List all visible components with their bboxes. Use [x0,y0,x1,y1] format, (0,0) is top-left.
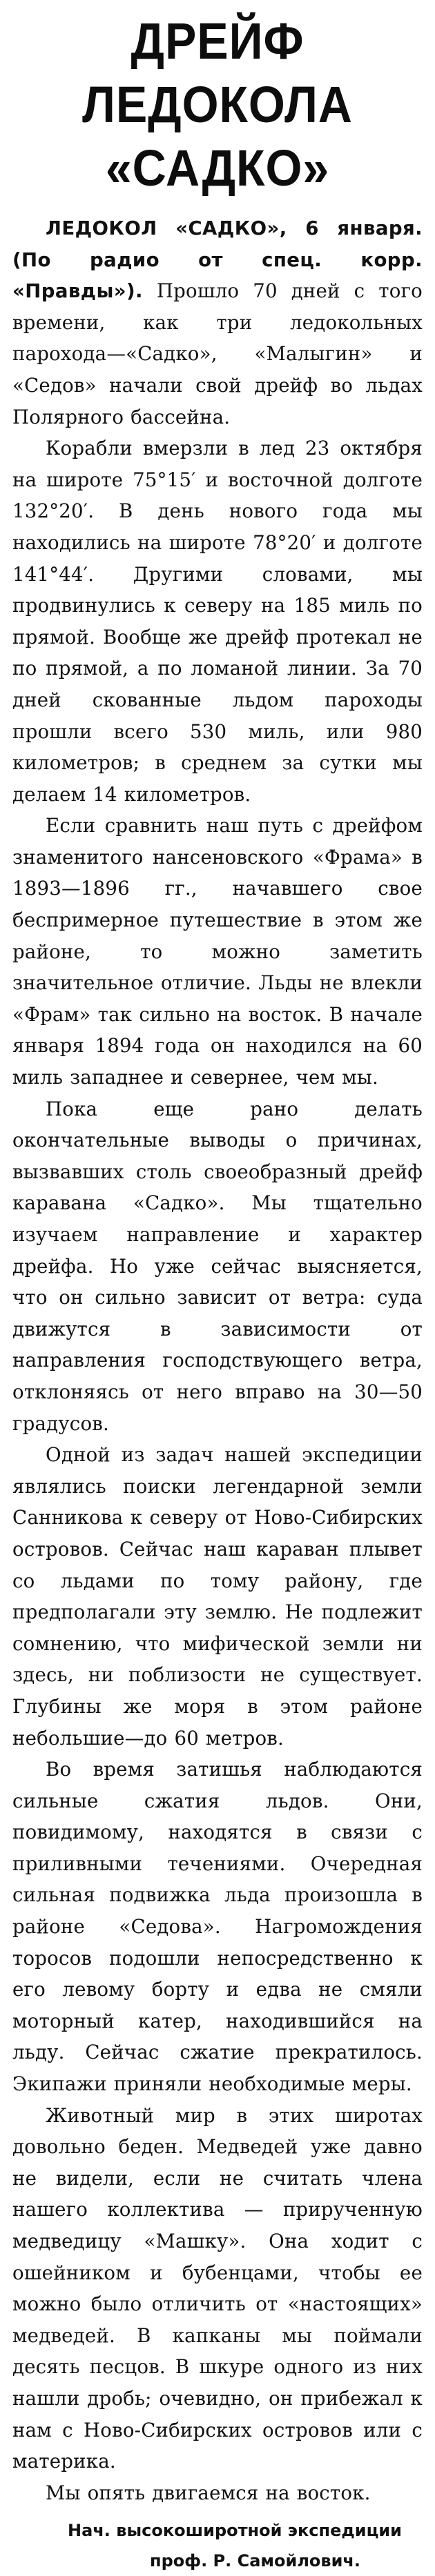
article-paragraph-3: Если сравнить наш путь с дрейфом знаменитого нансеновского «Фрама» в 1893—1896 гг., начавшего свое беспримерное путешествие в этом же районе, то можно заметить значительное отличие. Льды не влекли «Фрам» так сильно на восток. В начале января 1894 года он находился на 60 миль западнее и севернее, чем мы. [12,814,423,1089]
headline [12,10,423,200]
article-paragraph-2: Корабли вмерзли в лед 23 октября на широте 75°15′ и восточной долготе 132°20′. В день нового года мы находились на широте 78°20′ и долготе 141°44′. Другими словами, мы продвинулись к северу на 185 миль по прямой. Вообще же дрейф протекал не по прямой, а по ломаной линии. За 70 дней скованные льдом пароходы прошли всего 530 миль, или 980 километров; в среднем за сутки мы делаем 14 километров. [12,437,423,806]
article-paragraph-7: Животный мир в этих широтах довольно беден. Медведей уже давно не видели, если не считать члена нашего коллектива — прирученную медведицу «Машку». Она ходит с ошейником и бубенцами, чтобы ее можно было отличить от «настоящих» медведей. В капканы мы поймали десять песцов. В шкуре одного из них нашли дробь; очевидно, он прибежал к нам с Ново-Сибирских островов или с материка. [12,2103,423,2473]
headline-line-2: ЛЕДОКОЛА [82,76,353,133]
article-paragraph-8: Мы опять двигаемся на восток. [46,2481,371,2504]
signature [12,2515,423,2576]
article-body [12,212,423,2508]
signature-name: проф. Р. Самойлович. [150,2551,360,2571]
article-paragraph-6: Во время затишья наблюдаются сильные сжатия льдов. Они, повидимому, находятся в связи с приливными течениями. Очередная сильная подвижка льда произошла в районе «Седова». Нагромождения торосов подошли непосредственно к его левому борту и едва не смяли моторный катер, находившийся на льду. Сейчас сжатие прекратилось. Экипажи приняли необходимые меры. [12,1758,423,2096]
dateline: ЛЕДОКОЛ «САДКО», 6 января. (По радио от спец. корр. «Правды»). [12,217,423,303]
article-paragraph-4: Пока еще рано делать окончательные выводы о причинах, вызвавших столь своеобразный дрейф каравана «Садко». Мы тщательно изучаем направление и характер дрейфа. Но уже сейчас выясняется, что он сильно зависит от ветра: суда движутся в зависимости от направления господствующего ветра, отклоняясь от него вправо на 30—50 градусов. [12,1097,423,1435]
signature-title: Нач. высокоширотной экспедиции [68,2521,402,2541]
article-paragraph-1 [12,212,423,433]
headline-line-1: ДРЕЙФ [130,12,304,70]
paragraph-1-text: Прошло 70 дней с того времени, как три ледокольных парохода—«Садко», «Малыгин» и «Седов» начали свой дрейф во льдах Полярного бассейна. [12,279,423,428]
article-paragraph-5: Одной из задач нашей экспедиции являлись поиски легендарной земли Санникова к северу от Ново-Сибирских островов. Сейчас наш караван плывет со льдами по тому району, где предполагали эту землю. Не подлежит сомнению, что мифической земли ни здесь, ни поблизости не существует. Глубины же моря в этом районе небольшие—до 60 метров. [12,1443,423,1750]
headline-line-3: «САДКО» [105,139,330,197]
